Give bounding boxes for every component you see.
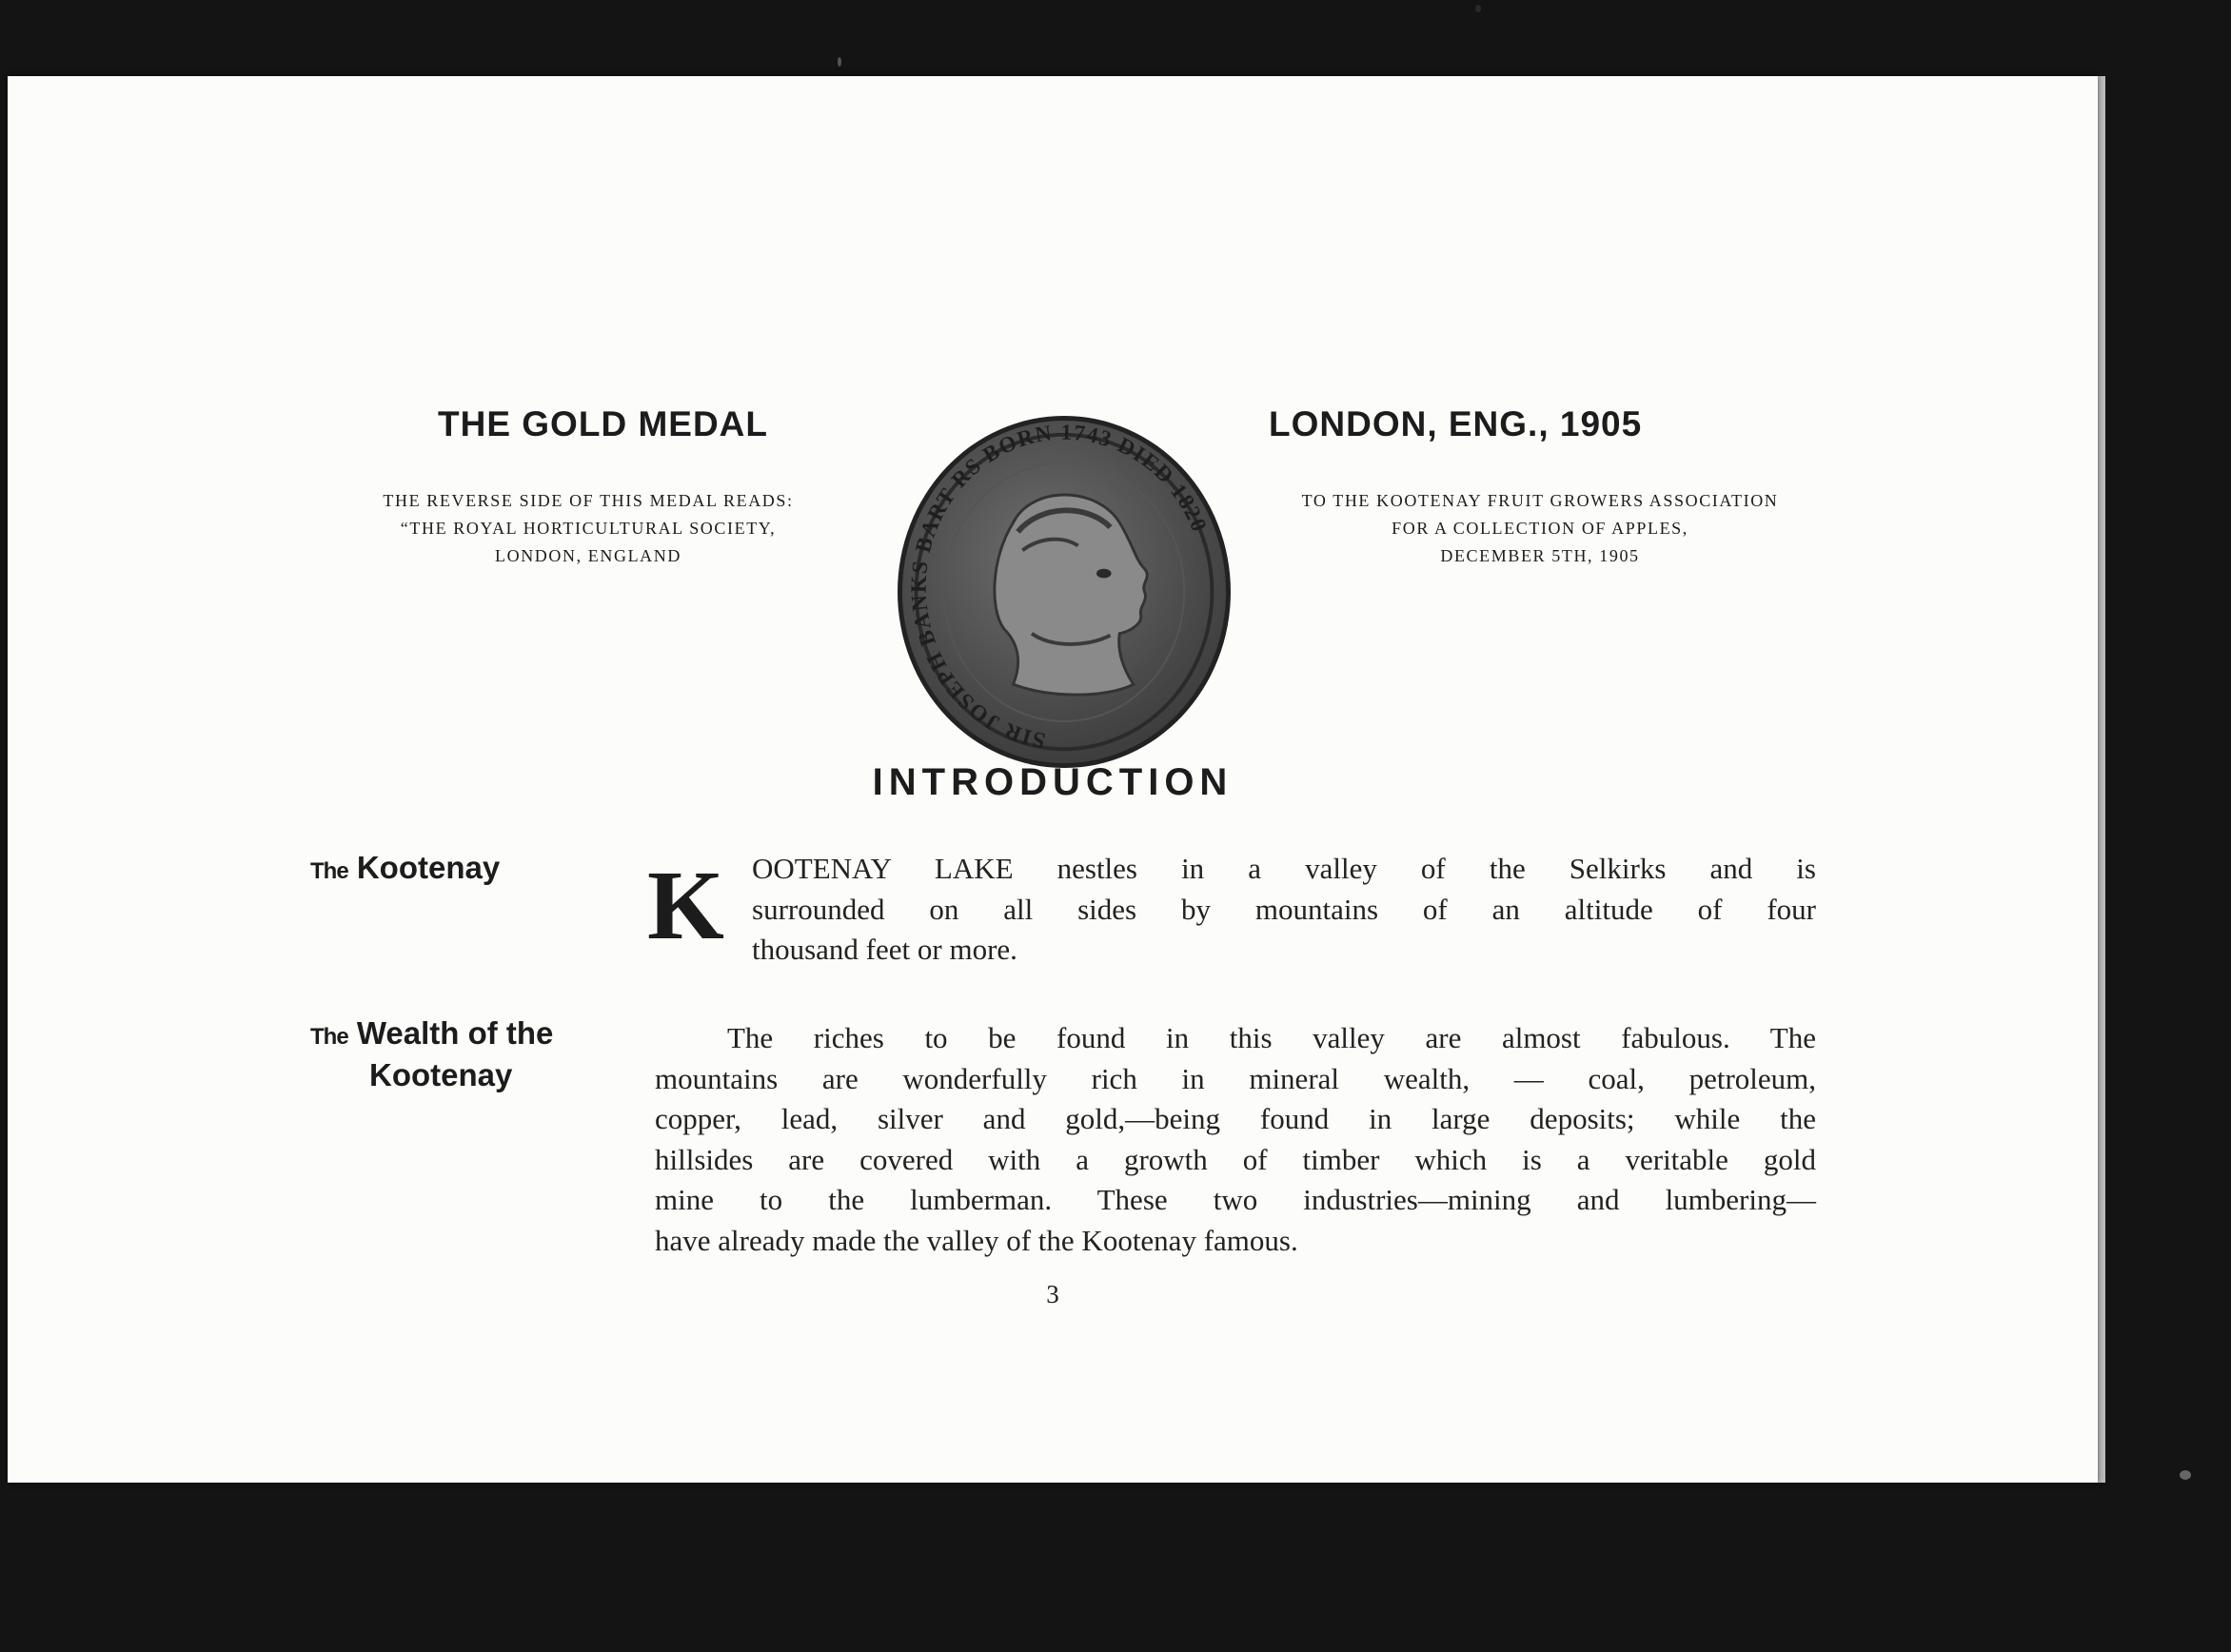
- side-heading-kootenay: [310, 849, 500, 891]
- film-speck: [2180, 1470, 2191, 1480]
- paragraph-wealth: [655, 1018, 1816, 1261]
- side-heading-line: [310, 1014, 553, 1056]
- medal-inscription: SIR JOSEPH BANKS BART RS BORN 1743 DIED 1820: [906, 421, 1213, 754]
- paragraph-line: hillsides are covered with a growth of timber which is a veritable gold: [655, 1142, 1816, 1176]
- caption-line: THE REVERSE SIDE OF THIS MEDAL READS:: [383, 491, 794, 510]
- gold-medal-title: THE GOLD MEDAL: [438, 404, 768, 443]
- paragraph-line: thousand feet or more.: [752, 933, 1017, 966]
- side-heading-line: Kootenay: [369, 1057, 513, 1092]
- drop-cap: K: [647, 851, 724, 960]
- caption-line: LONDON, ENGLAND: [495, 546, 681, 565]
- caption-line: FOR A COLLECTION OF APPLES,: [1392, 519, 1688, 538]
- side-heading-the: The: [310, 858, 348, 884]
- caption-line: TO THE KOOTENAY FRUIT GROWERS ASSOCIATION: [1301, 491, 1779, 510]
- gold-medal-caption: [322, 487, 855, 570]
- paragraph-line: mine to the lumberman. These two industries—mining and lumbering—: [655, 1183, 1816, 1216]
- side-heading-text: Kootenay: [356, 850, 501, 885]
- paragraph-line: copper, lead, silver and gold,—being found in large deposits; while the: [655, 1102, 1816, 1135]
- paragraph-kootenay-lake: [752, 849, 1816, 971]
- document-page: [8, 76, 2098, 1483]
- paragraph-line: mountains are wonderfully rich in mineral wealth, — coal, petroleum,: [655, 1061, 1816, 1095]
- medal-portrait-icon: [902, 421, 1226, 763]
- film-speck: [838, 57, 841, 67]
- page-edge-strip: [2098, 76, 2105, 1483]
- side-heading-the: The: [310, 1024, 348, 1050]
- caption-line: “THE ROYAL HORTICULTURAL SOCIETY,: [400, 519, 777, 538]
- film-speck: [1475, 5, 1481, 12]
- caption-line: DECEMBER 5TH, 1905: [1440, 546, 1640, 565]
- introduction-title: INTRODUCTION: [872, 761, 1234, 803]
- paragraph-line: The riches to be found in this valley are almost fabulous. The: [727, 1021, 1816, 1054]
- gold-medal-image: [898, 416, 1231, 768]
- side-heading-wealth: [310, 1014, 553, 1094]
- paragraph-line: OOTENAY LAKE nestles in a valley of the Selkirks and is: [752, 852, 1816, 885]
- paragraph-line: have already made the valley of the Kootenay famous.: [655, 1223, 1298, 1257]
- side-heading-text: Wealth of the: [356, 1015, 554, 1051]
- london-caption: [1245, 487, 1835, 570]
- page-number: 3: [1046, 1280, 1059, 1308]
- london-title: LONDON, ENG., 1905: [1269, 404, 1643, 443]
- paragraph-line: surrounded on all sides by mountains of an altitude of four: [752, 892, 1816, 926]
